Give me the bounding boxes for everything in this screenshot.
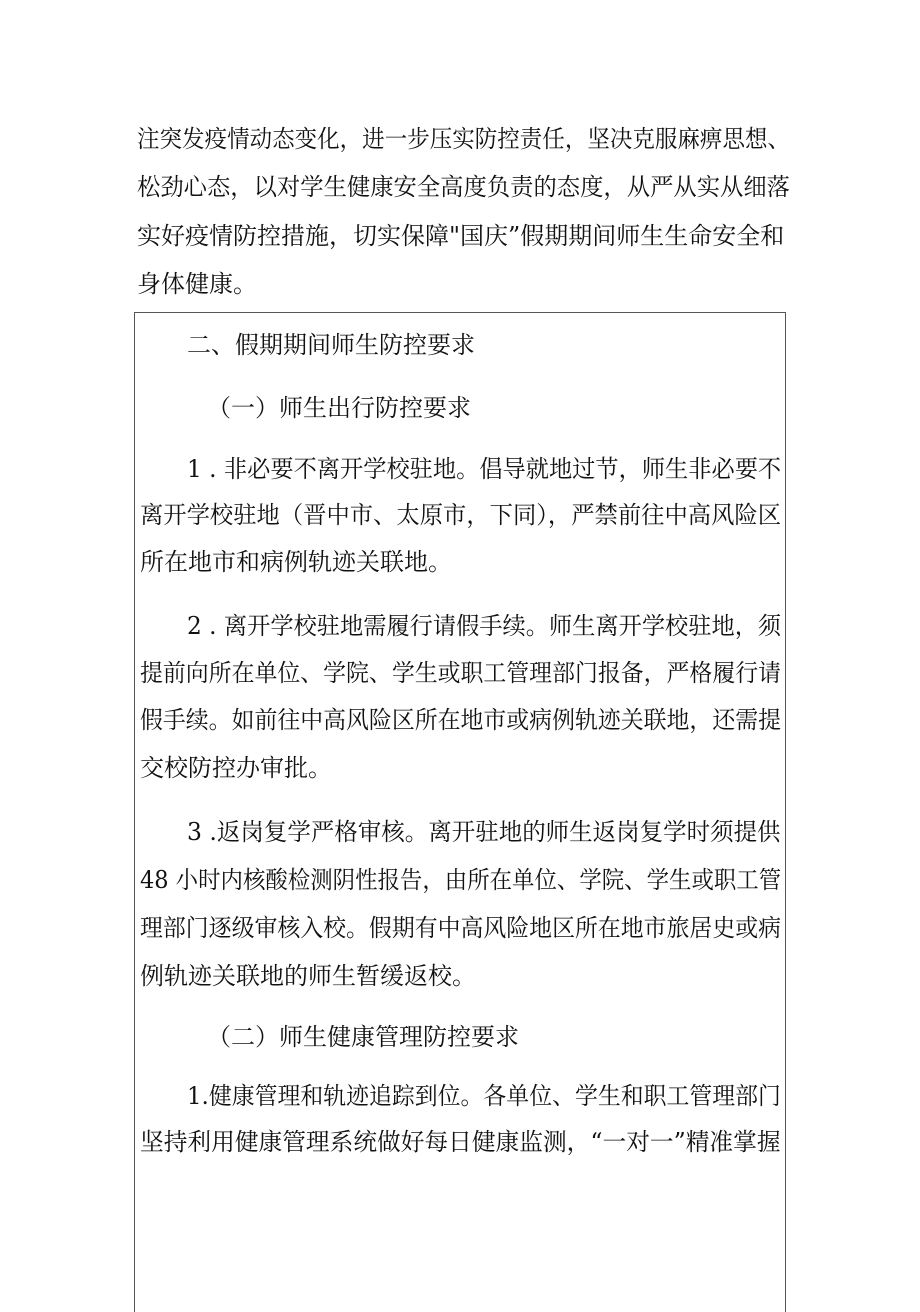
text-line: 假手续。如前往中高风险区所在地市或病例轨迹关联地，还需提	[140, 706, 781, 734]
text-line: 注突发疫情动态变化，进一步压实防控责任，坚决克服麻痹思想、	[137, 125, 790, 153]
text-line: 所在地市和病例轨迹关联地。	[140, 548, 452, 576]
subsection-heading: （二）师生健康管理防控要求	[207, 1023, 519, 1051]
section-heading: 二、假期期间师生防控要求	[187, 331, 475, 359]
text-line: 3 .返岗复学严格审核。离开驻地的师生返岗复学时须提供	[187, 818, 781, 846]
text-line: 例轨迹关联地的师生暂缓返校。	[140, 962, 476, 990]
bordered-text-box	[134, 312, 786, 1312]
text-line: 1.健康管理和轨迹追踪到位。各单位、学生和职工管理部门	[187, 1082, 781, 1110]
text-line: 身体健康。	[137, 270, 257, 298]
text-line: 2 . 离开学校驻地需履行请假手续。师生离开学校驻地，须	[187, 612, 782, 640]
text-line: 交校防控办审批。	[140, 754, 332, 782]
text-line: 实好疫情防控措施，切实保障"国庆”假期期间师生生命安全和	[137, 222, 785, 250]
text-line: 48 小时内核酸检测阴性报告，由所在单位、学院、学生或职工管	[140, 866, 782, 894]
text-line: 坚持利用健康管理系统做好每日健康监测，“一对一”精准掌握	[140, 1128, 781, 1156]
text-line: 提前向所在单位、学院、学生或职工管理部门报备，严格履行请	[140, 659, 781, 687]
subsection-heading: （一）师生出行防控要求	[207, 394, 471, 422]
text-line: 1 . 非必要不离开学校驻地。倡导就地过节，师生非必要不	[187, 455, 782, 483]
text-line: 松劲心态，以对学生健康安全高度负责的态度，从严从实从细落	[137, 173, 790, 201]
text-line: 理部门逐级审核入校。假期有中高风险地区所在地市旅居史或病	[140, 914, 781, 942]
text-line: 离开学校驻地（晋中市、太原市，下同），严禁前往中高风险区	[140, 501, 781, 529]
